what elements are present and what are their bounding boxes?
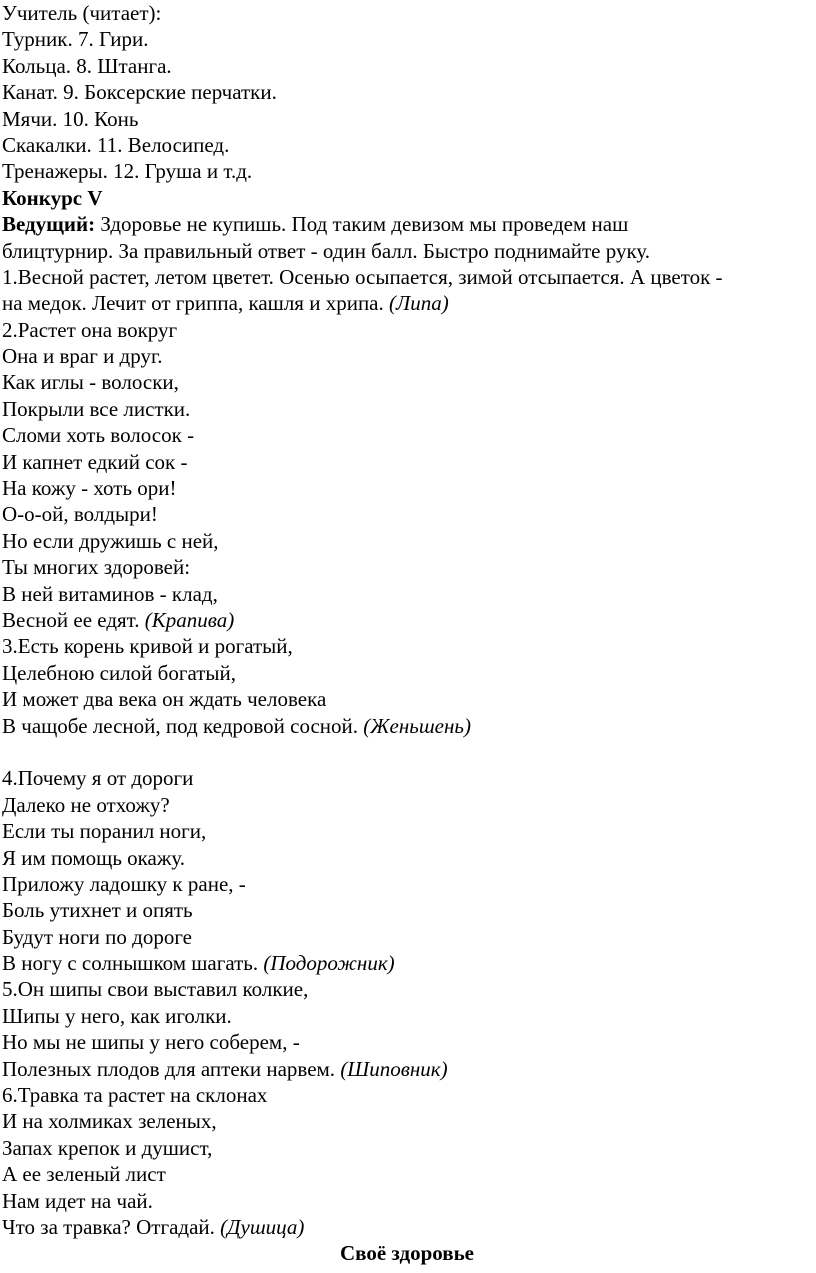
riddle-line: Шипы у него, как иголки. — [2, 1003, 232, 1028]
riddle-line: 2.Растет она вокруг — [2, 317, 178, 342]
riddle-line: О-о-ой, волдыри! — [2, 502, 158, 527]
riddle-line: 4.Почему я от дороги — [2, 766, 194, 791]
intro-line: Тренажеры. 12. Груша и т.д. — [2, 159, 253, 184]
riddle-line: Боль утихнет и опять — [2, 898, 193, 923]
riddle-line: И на холмиках зеленых, — [2, 1109, 217, 1134]
riddle-line: Будут ноги по дороге — [2, 924, 192, 949]
riddle-line: Нам идет на чай. — [2, 1188, 153, 1213]
riddle-line — [2, 950, 812, 976]
riddle-line: 6.Травка та растет на склонах — [2, 1083, 268, 1108]
riddle-answer: (Шиповник) — [340, 1056, 448, 1081]
riddle-line: И капнет едкий сок - — [2, 449, 188, 474]
riddle-line: А ее зеленый лист — [2, 1162, 166, 1187]
section-heading: Своё здоровье — [339, 1241, 475, 1266]
riddle-text: В чащобе лесной, под кедровой сосной. — [2, 713, 364, 738]
riddle-answer: (Крапива) — [144, 607, 235, 632]
host-text: Здоровье не купишь. Под таким девизом мы проведем наш — [95, 212, 629, 237]
host-paragraph-line — [2, 211, 812, 237]
riddle-line: Запах крепок и душист, — [2, 1135, 213, 1160]
riddle-line: Ты многих здоровей: — [2, 555, 191, 580]
riddle-line — [2, 290, 812, 316]
riddle-line — [2, 713, 812, 739]
blank-line — [2, 739, 812, 765]
riddle-line: 1.Весной растет, летом цветет. Осенью осыпается, зимой отсыпается. А цветок - — [2, 264, 723, 289]
riddle-line: 5.Он шипы свои выставил колкие, — [2, 977, 309, 1002]
riddle-text: В ногу с солнышком шагать. — [2, 951, 264, 976]
riddle-line: В ней витаминов - клад, — [2, 581, 218, 606]
riddle-answer: (Душица) — [220, 1214, 305, 1239]
intro-line: Канат. 9. Боксерские перчатки. — [2, 80, 277, 105]
riddle-line: Целебною силой богатый, — [2, 660, 237, 685]
intro-line: Кольца. 8. Штанга. — [2, 53, 172, 78]
riddle-answer: (Подорожник) — [263, 951, 395, 976]
riddle-line: На кожу - хоть ори! — [2, 476, 177, 501]
riddle-line: И может два века он ждать человека — [2, 687, 327, 712]
riddle-line: Приложу ладошку к ране, - — [2, 871, 246, 896]
riddle-line: Покрыли все листки. — [2, 396, 191, 421]
riddle-line: 3.Есть корень кривой и рогатый, — [2, 634, 293, 659]
riddle-text: на медок. Лечит от гриппа, кашля и хрипа. — [2, 291, 390, 316]
riddle-line: Я им помощь окажу. — [2, 845, 186, 870]
riddle-line — [2, 1056, 812, 1082]
riddle-text: Что за травка? Отгадай. — [2, 1214, 221, 1239]
intro-line: Турник. 7. Гири. — [2, 27, 149, 52]
riddle-line: Как иглы - волоски, — [2, 370, 179, 395]
riddle-line — [2, 607, 812, 633]
riddle-text: Весной ее едят. — [2, 607, 145, 632]
riddle-answer: (Женьшень) — [363, 713, 471, 738]
riddle-answer: (Липа) — [389, 291, 449, 316]
host-label: Ведущий: — [2, 212, 96, 237]
riddle-line: Если ты поранил ноги, — [2, 819, 207, 844]
host-paragraph-line: блицтурнир. За правильный ответ - один балл. Быстро поднимайте руку. — [2, 238, 651, 263]
contest-title: Конкурс V — [2, 185, 103, 210]
riddle-line: Далеко не отхожу? — [2, 792, 170, 817]
intro-line: Мячи. 10. Конь — [2, 106, 139, 131]
riddle-line: Она и враг и друг. — [2, 344, 163, 369]
intro-line: Скакалки. 11. Велосипед. — [2, 132, 230, 157]
document-page — [2, 0, 812, 1267]
riddle-line — [2, 1214, 812, 1240]
riddle-line: Сломи хоть волосок - — [2, 423, 195, 448]
riddle-line: Но мы не шипы у него соберем, - — [2, 1030, 300, 1055]
riddle-line: Но если дружишь с ней, — [2, 528, 219, 553]
riddle-text: Полезных плодов для аптеки нарвем. — [2, 1056, 341, 1081]
intro-line: Учитель (читает): — [2, 1, 162, 25]
